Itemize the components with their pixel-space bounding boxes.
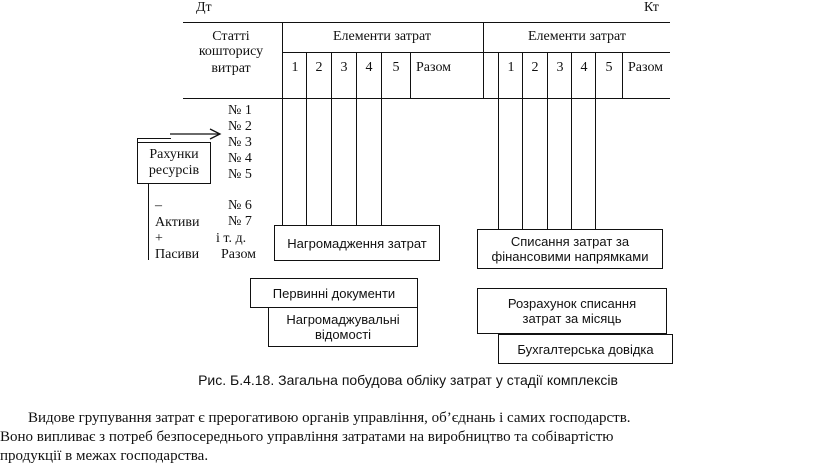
figure-caption: Рис. Б.4.18. Загальна побудова обліку затрат у стадії комплексів [198, 372, 618, 388]
right-col-line-0 [498, 52, 499, 230]
writeoff-box-line-2: фінансовими напрямками [491, 249, 649, 264]
right-col-line-1 [522, 52, 523, 230]
header-bottom-line [183, 98, 670, 99]
resources-bracket-left [137, 138, 138, 143]
cumulative-box-line-2: відомості [314, 327, 372, 342]
left-element-3: 3 [340, 60, 348, 75]
elements-header-right: Елементи затрат [527, 29, 627, 44]
calc-box-line-1: Розрахунок списання [507, 296, 637, 311]
left-element-1: 1 [291, 60, 299, 75]
elements-header-left: Елементи затрат [332, 29, 432, 44]
resources-box-line-2: ресурсів [148, 163, 200, 178]
right-col-line-5 [622, 52, 623, 98]
row-etc: і т. д. [216, 231, 247, 246]
articles-header-1: Статті [212, 29, 250, 44]
assets-bracket-line [148, 184, 149, 260]
writeoff-box [477, 229, 663, 269]
top-line [183, 22, 670, 23]
row-5: № 5 [228, 167, 252, 182]
left-element-2: 2 [315, 60, 323, 75]
right-col-line-2 [547, 52, 548, 230]
writeoff-calculation-box [477, 288, 667, 334]
writeoff-box-line-1: Списання затрат за [510, 234, 630, 249]
debit-label: Дт [196, 0, 212, 15]
row-1: № 1 [228, 103, 252, 118]
minus-sign: – [155, 198, 162, 213]
right-total-label: Разом [628, 60, 664, 75]
resources-bracket-top [137, 138, 171, 139]
left-element-5: 5 [392, 60, 400, 75]
liabilities-label: Пасиви [155, 247, 200, 262]
left-element-4: 4 [365, 60, 373, 75]
right-element-5: 5 [605, 60, 613, 75]
paragraph-line-3: продукції в межах господарства. [0, 448, 209, 464]
right-arrow-icon [168, 127, 224, 141]
row-3: № 3 [228, 135, 252, 150]
right-element-4: 4 [580, 60, 588, 75]
accounting-note-box: Бухгалтерська довідка [498, 334, 673, 364]
credit-label: Кт [644, 0, 659, 15]
row-7: № 7 [228, 214, 252, 229]
left-col-line-1 [306, 52, 307, 225]
right-element-3: 3 [556, 60, 564, 75]
center-divider [483, 22, 484, 98]
articles-header-2: кошторису [198, 44, 264, 59]
resources-box-line-1: Рахунки [149, 147, 199, 162]
right-col-line-3 [571, 52, 572, 230]
left-col-line-3 [356, 52, 357, 225]
assets-label: Активи [155, 215, 200, 230]
row-total: Разом [221, 247, 257, 262]
left-col-line-2 [331, 52, 332, 225]
row-6: № 6 [228, 198, 252, 213]
accumulation-box: Нагромадження затрат [274, 225, 440, 261]
paragraph-line-1: Видове групування затрат є прерогативою органів управління, об’єднань і самих господарств. [28, 410, 631, 426]
elements-subheader-line [282, 52, 670, 53]
left-col-line-5 [410, 52, 411, 98]
row-4: № 4 [228, 151, 252, 166]
calc-box-line-2: затрат за місяць [522, 311, 622, 326]
right-element-1: 1 [507, 60, 515, 75]
paragraph-line-2: Воно випливає з потреб безпосереднього управління затратами на виробництво та собівартістю [0, 429, 614, 445]
cumulative-statements-box [268, 307, 418, 347]
articles-header-3: витрат [211, 61, 251, 76]
row-2: № 2 [228, 119, 252, 134]
right-element-2: 2 [531, 60, 539, 75]
plus-sign: + [155, 231, 163, 246]
right-col-line-4 [595, 52, 596, 230]
left-total-label: Разом [416, 60, 452, 75]
primary-documents-box: Первинні документи [250, 278, 418, 308]
left-col-line-0 [282, 22, 283, 225]
cumulative-box-line-1: Нагромаджувальні [286, 312, 400, 327]
resources-accounts-box [137, 142, 211, 184]
left-col-line-4 [381, 52, 382, 225]
